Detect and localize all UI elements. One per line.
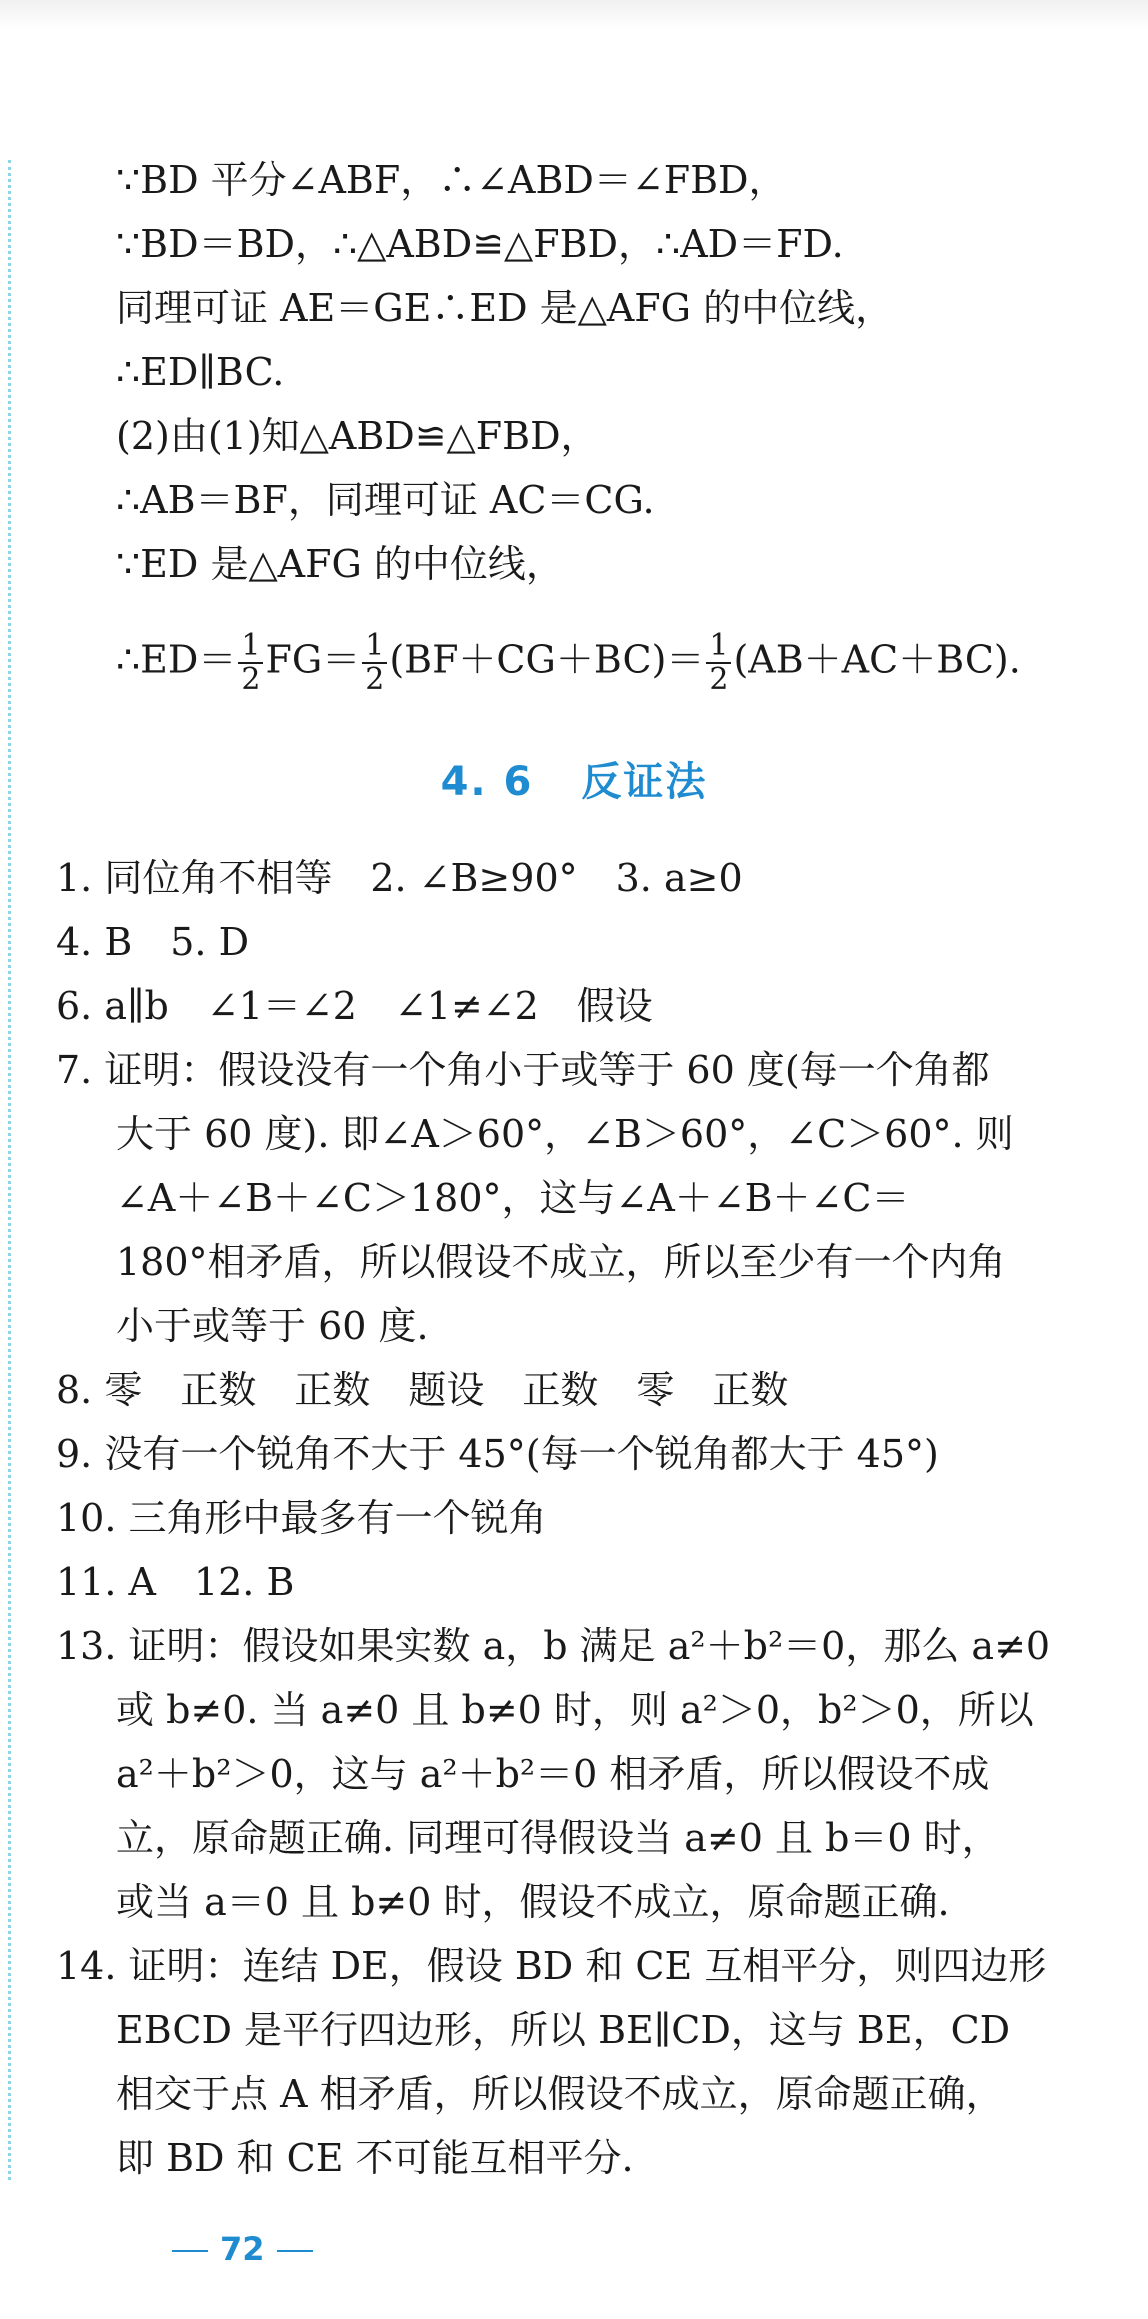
fraction-numerator: 1 bbox=[362, 630, 387, 664]
fraction-numerator: 1 bbox=[238, 630, 263, 664]
answer-7-line-2: 大于 60 度). 即∠A＞60°，∠B＞60°，∠C＞60°. 则 bbox=[116, 1112, 1014, 1156]
answer-13-line-3: a²＋b²＞0，这与 a²＋b²＝0 相矛盾，所以假设不成 bbox=[116, 1752, 990, 1796]
answer-10: 10. 三角形中最多有一个锐角 bbox=[56, 1496, 547, 1540]
answer-13-line-2: 或 b≠0. 当 a≠0 且 b≠0 时，则 a²＞0，b²＞0，所以 bbox=[116, 1688, 1034, 1732]
fraction-half-3 bbox=[706, 630, 731, 696]
answer-14-line-3: 相交于点 A 相矛盾，所以假设不成立，原命题正确， bbox=[116, 2072, 1004, 2116]
proof-line-6: ∴AB＝BF，同理可证 AC＝CG. bbox=[116, 478, 655, 522]
section-title: 反证法 bbox=[581, 759, 708, 805]
fraction-denominator: 2 bbox=[241, 662, 261, 697]
top-shade bbox=[0, 0, 1148, 30]
answer-9: 9. 没有一个锐角不大于 45°(每一个锐角都大于 45°) bbox=[56, 1432, 939, 1476]
answer-8: 8. 零 正数 正数 题设 正数 零 正数 bbox=[56, 1368, 789, 1412]
answer-13-line-4: 立，原命题正确. 同理可得假设当 a≠0 且 b＝0 时， bbox=[116, 1816, 1000, 1860]
proof-line-8 bbox=[0, 630, 1148, 696]
section-heading bbox=[0, 750, 1148, 807]
answer-1-3: 1. 同位角不相等 2. ∠B≥90° 3. a≥0 bbox=[56, 856, 743, 900]
answer-6: 6. a∥b ∠1＝∠2 ∠1≠∠2 假设 bbox=[56, 984, 653, 1028]
fraction-half-1 bbox=[238, 630, 263, 696]
answer-14-line-2: EBCD 是平行四边形，所以 BE∥CD，这与 BE，CD bbox=[116, 2008, 1011, 2052]
fraction-numerator: 1 bbox=[706, 630, 731, 664]
section-number: 4. 6 bbox=[440, 759, 534, 805]
footer-dash-left bbox=[172, 2250, 208, 2252]
answer-11-12: 11. A 12. B bbox=[56, 1560, 295, 1604]
page-number: 72 bbox=[220, 2230, 265, 2268]
proof-line-2: ∵BD＝BD，∴△ABD≌△FBD，∴AD＝FD. bbox=[116, 222, 844, 266]
fraction-half-2 bbox=[362, 630, 387, 696]
answer-7-line-5: 小于或等于 60 度. bbox=[116, 1304, 429, 1348]
answer-7-line-4: 180°相矛盾，所以假设不成立，所以至少有一个内角 bbox=[116, 1240, 1006, 1284]
answer-14-line-4: 即 BD 和 CE 不可能互相平分. bbox=[116, 2136, 634, 2180]
proof-line-7: ∵ED 是△AFG 的中位线， bbox=[116, 542, 564, 586]
formula-part-4: (AB＋AC＋BC). bbox=[733, 637, 1021, 682]
proof-line-1: ∵BD 平分∠ABF，∴∠ABD＝∠FBD， bbox=[116, 158, 787, 202]
answer-7-line-3: ∠A＋∠B＋∠C＞180°，这与∠A＋∠B＋∠C＝ bbox=[116, 1176, 910, 1220]
formula-part-3: (BF＋CG＋BC)＝ bbox=[389, 637, 705, 682]
footer-dash-right bbox=[277, 2250, 313, 2252]
answer-13-line-5: 或当 a＝0 且 b≠0 时，假设不成立，原命题正确. bbox=[116, 1880, 950, 1924]
proof-line-4: ∴ED∥BC. bbox=[116, 350, 285, 394]
fraction-denominator: 2 bbox=[709, 662, 729, 697]
answer-13-line-1: 13. 证明：假设如果实数 a，b 满足 a²＋b²＝0，那么 a≠0 bbox=[56, 1624, 1051, 1668]
page-footer bbox=[160, 2230, 325, 2268]
formula-part-2: FG＝ bbox=[265, 637, 361, 682]
fraction-denominator: 2 bbox=[365, 662, 385, 697]
answer-4-5: 4. B 5. D bbox=[56, 920, 250, 964]
formula-part-1: ∴ED＝ bbox=[116, 637, 237, 682]
answer-7-line-1: 7. 证明：假设没有一个角小于或等于 60 度(每一个角都 bbox=[56, 1048, 990, 1092]
answer-14-line-1: 14. 证明：连结 DE，假设 BD 和 CE 互相平分，则四边形 bbox=[56, 1944, 1047, 1988]
proof-line-3: 同理可证 AE＝GE∴ED 是△AFG 的中位线， bbox=[116, 286, 894, 330]
proof-line-5: (2)由(1)知△ABD≌△FBD， bbox=[116, 414, 599, 458]
